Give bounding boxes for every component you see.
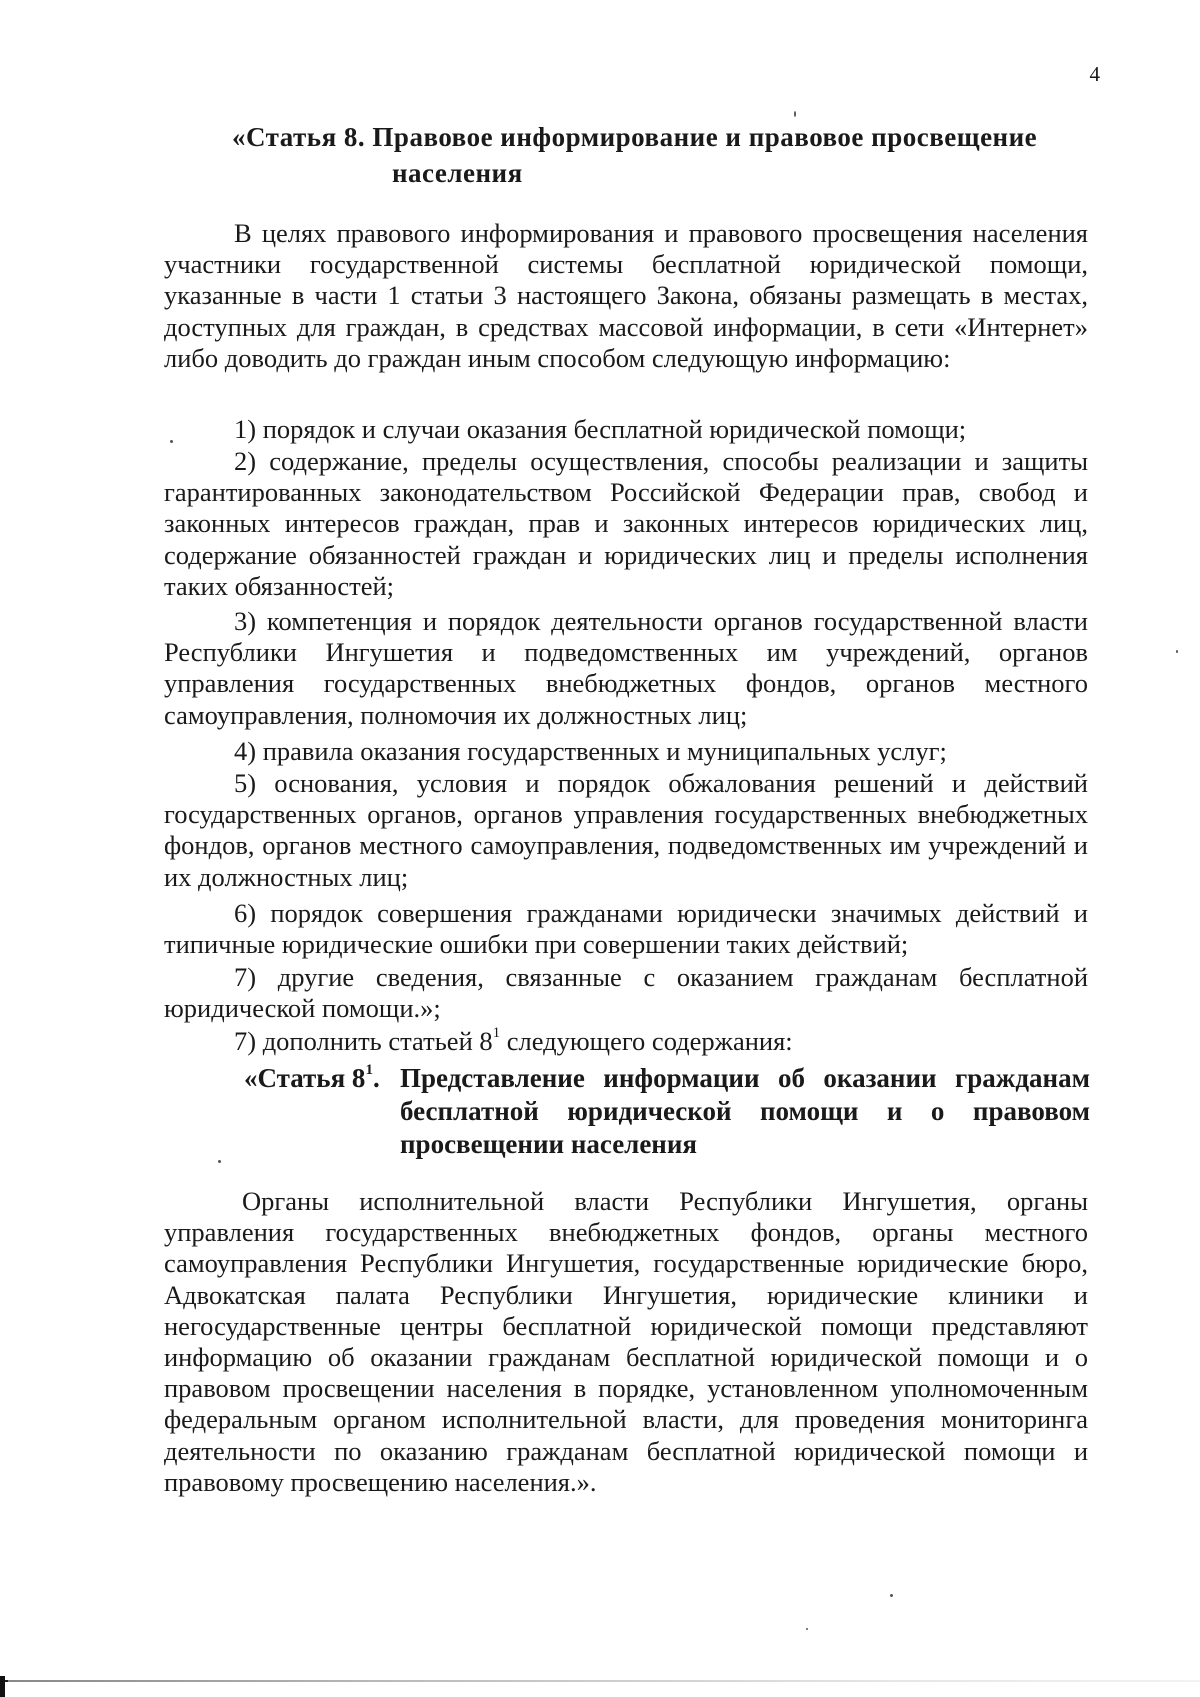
list-item-7: 7) другие сведения, связанные с оказанием гражданам бесплатной юридической помощи.»; — [164, 962, 1088, 1024]
scan-edge-line — [0, 1680, 1200, 1682]
page-number: 4 — [1089, 62, 1100, 86]
article-8-1-heading — [244, 1062, 1094, 1161]
list-item-1: 1) порядок и случаи оказания бесплатной юридической помощи; — [234, 414, 967, 444]
scan-speck — [1176, 650, 1178, 653]
article-8-1-title: Представление информации об оказании гражданам бесплатной юридической помощи и о правовом просвещении населения — [400, 1063, 1090, 1159]
article-8-1-label — [244, 1062, 400, 1095]
article-8-1-label-dot: . — [372, 1063, 380, 1093]
amendment-superscript: 1 — [492, 1025, 501, 1042]
article-8-1-superscript: 1 — [365, 1062, 373, 1078]
article-8-heading: «Статья 8. Правовое информирование и правовое просвещение — [232, 122, 1038, 152]
article-8-1-label-text: «Статья 8 — [244, 1063, 366, 1093]
article-8-heading-continued: населения — [392, 158, 523, 188]
amendment-clause — [164, 1026, 1088, 1057]
list-item-2: 2) содержание, пределы осуществления, способы реализации и защиты гарантированных законодательством Российской Федерации прав, свобод и законных интересов граждан, прав и законных интересов юридических лиц, содержание обязанностей граждан и юридических лиц и пределы исполнения таких обязанностей; — [164, 446, 1088, 601]
list-item-5: 5) основания, условия и порядок обжалования решений и действий государственных органов, органов управления государственных внебюджетных фондов, органов местного самоуправления, подведомственных им учреждений и их должностных лиц; — [164, 768, 1088, 892]
scan-speck — [218, 1160, 221, 1163]
scan-speck — [890, 1594, 893, 1597]
article-8-intro-paragraph: В целях правового информирования и правового просвещения населения участники государственной системы бесплатной юридической помощи, указанные в части 1 статьи 3 настоящего Закона, обязаны размещать в местах, доступных для граждан, в средствах массовой информации, в сети «Интернет» либо доводить до граждан иным способом следующую информацию: — [164, 218, 1088, 373]
amendment-text: 7) дополнить статьей 8 — [234, 1026, 493, 1056]
scan-speck — [794, 111, 796, 117]
article-8-1-body: Органы исполнительной власти Республики Ингушетия, органы управления государственных внебюджетных фондов, органы местного самоуправления Республики Ингушетия, государственные юридические бюро, Адвокатская палата Республики Ингушетия, юридические клиники и негосударственные центры бесплатной юридической помощи представляют информацию об оказании гражданам бесплатной юридической помощи и о правовом просвещении населения в порядке, установленном уполномоченным федеральным органом исполнительной власти, для проведения мониторинга деятельности по оказанию гражданам бесплатной юридической помощи и правовому просвещению населения.». — [164, 1186, 1088, 1497]
list-item-4: 4) правила оказания государственных и муниципальных услуг; — [234, 736, 947, 766]
scan-speck — [806, 1628, 808, 1630]
list-item-3: 3) компетенция и порядок деятельности органов государственной власти Республики Ингушетия и подведомственных им учреждений, органов управления государственных внебюджетных фондов, органов местного самоуправления, полномочия их должностных лиц; — [164, 606, 1088, 730]
list-item-6: 6) порядок совершения гражданами юридически значимых действий и типичные юридические ошибки при совершении таких действий; — [164, 898, 1088, 960]
scan-speck — [170, 440, 173, 443]
scan-edge-mark — [0, 1676, 5, 1697]
amendment-text-end: следующего содержания: — [500, 1026, 793, 1056]
